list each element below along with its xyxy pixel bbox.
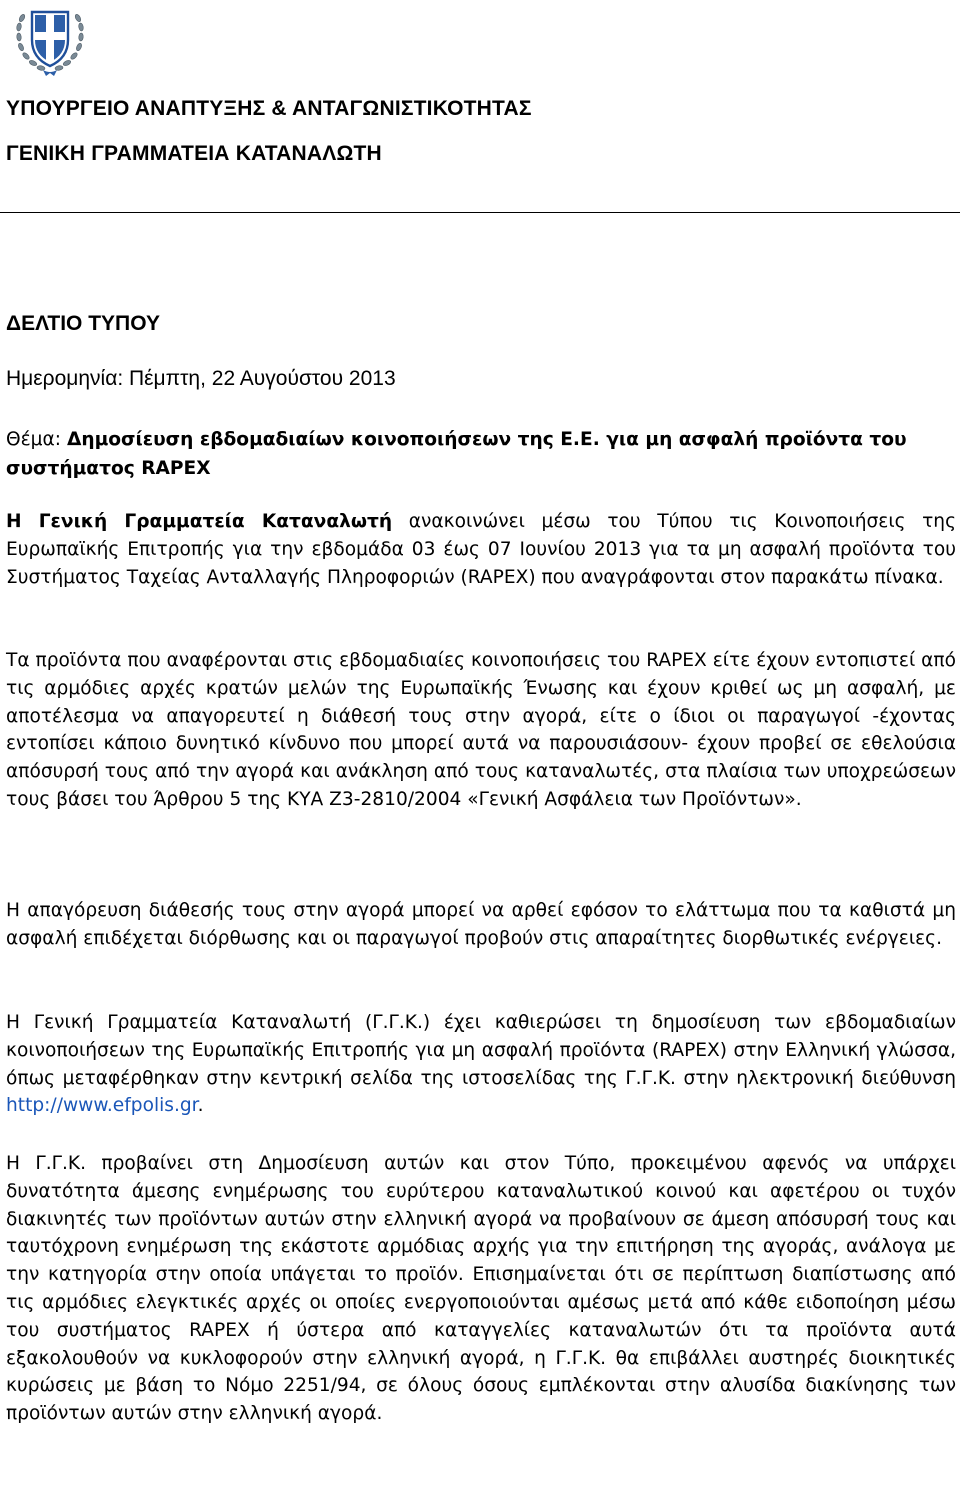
header-divider — [0, 212, 960, 213]
paragraph-publication-end: . — [197, 1095, 204, 1117]
subject-label: Θέμα: — [6, 429, 67, 450]
general-secretariat-name: ΓΕΝΙΚΗ ΓΡΑΜΜΑΤΕΙΑ ΚΑΤΑΝΑΛΩΤΗ — [6, 142, 382, 165]
paragraph-publication-text: Η Γενική Γραμματεία Καταναλωτή (Γ.Γ.Κ.) έχει καθιερώσει τη δημοσίευση των εβδομαδιαίων κοινοποιήσεων της Ευρωπαϊκής Επιτροπής για μη ασφαλή προϊόντα (RAPEX) στην Ελληνική γλώσσα, όπως μεταφέρθηκαν στην κεντρική σελίδα της ιστοσελίδας της Γ.Γ.Κ. στην ηλεκτρονική διεύθυνση — [6, 1012, 956, 1089]
paragraph-publication — [6, 1009, 956, 1120]
release-date: Ημερομηνία: Πέμπτη, 22 Αυγούστου 2013 — [6, 367, 396, 390]
paragraph-ban-lifting: Η απαγόρευση διάθεσής τους στην αγορά μπορεί να αρθεί εφόσον το ελάττωμα που τα καθιστά μη ασφαλή επιδέχεται διόρθωσης και οι παραγωγοί προβούν στις απαραίτητες διορθωτικές ενέργειες. — [6, 900, 956, 949]
efpolis-link[interactable]: http://www.efpolis.gr — [6, 1095, 198, 1117]
paragraph-products: Τα προϊόντα που αναφέρονται στις εβδομαδιαίες κοινοποιήσεις του RAPEX είτε έχουν εντοπιστεί από τις αρμόδιες αρχές κρατών μελών της Ευρωπαϊκής Ένωσης και έχουν κριθεί ως μη ασφαλή, με αποτέλεσμα να απαγορευτεί η διάθεσή τους στην αγορά, είτε ο ίδιοι οι παραγωγοί -έχοντας εντοπίσει κάποιο δυνητικό κίνδυνο που μπορεί αυτά να παρουσιάσουν- έχουν προβεί σε εθελούσια απόσυρσή τους από την αγορά και ανάκληση από τους καταναλωτές, στα πλαίσια των υποχρεώσεων τους βάσει του Άρθρου 5 της ΚΥΑ Ζ3-2810/2004 «Γενική Ασφάλεια των Προϊόντων». — [6, 650, 956, 810]
subject-title: Δημοσίευση εβδομαδιαίων κοινοποιήσεων της Ε.Ε. για μη ασφαλή προϊόντα του συστήματος RAPEX — [6, 429, 907, 479]
press-release-title: ΔΕΛΤΙΟ ΤΥΠΟΥ — [6, 312, 160, 335]
subject-line — [6, 425, 956, 483]
greek-coat-of-arms-icon — [10, 0, 90, 78]
ministry-name: ΥΠΟΥΡΓΕΙΟ ΑΝΑΠΤΥΞΗΣ & ΑΝΤΑΓΩΝΙΣΤΙΚΟΤΗΤΑΣ — [6, 97, 532, 120]
paragraph-announcement — [6, 508, 956, 591]
paragraph-enforcement: Η Γ.Γ.Κ. προβαίνει στη Δημοσίευση αυτών και στον Τύπο, προκειμένου αφενός να υπάρχει δυνατότητα άμεσης ενημέρωσης του ευρύτερου καταναλωτικού κοινού και αφετέρου οι τυχόν διακινητές των προϊόντων αυτών στην ελληνική αγορά να προβαίνουν σε άμεση απόσυρσή τους και ταυτόχρονη ενημέρωση της εκάστοτε αρμόδιας αρχής για την επιτήρηση της αγοράς, ανάλογα με την κατηγορία στην οποία υπάγεται το προϊόν. Επισημαίνεται ότι σε περίπτωση διαπίστωσης από τις αρμόδιες ελεγκτικές αρχές οι οποίες ενεργοποιούνται αμέσως μετά από κάθε ειδοποίηση μέσω του συστήματος RAPEX ή ύστερα από καταγγελίες καταναλωτών ότι τα προϊόντα αυτά εξακολουθούν να κυκλοφορούν στην ελληνική αγορά, η Γ.Γ.Κ. θα επιβάλλει αυστηρές διοικητικές κυρώσεις με βάση το Νόμο 2251/94, σε όλους όσους εμπλέκονται στην αλυσίδα διακίνησης των προϊόντων αυτών στην ελληνική αγορά. — [6, 1153, 956, 1425]
paragraph-announcement-bold: Η Γενική Γραμματεία Καταναλωτή — [6, 511, 393, 532]
paragraph-announcement-rest: ανακοινώνει μέσω του Τύπου τις Κοινοποιήσεις της Ευρωπαϊκής Επιτροπής για την εβδομάδα 03 έως 07 Ιουνίου 2013 για τα μη ασφαλή προϊόντα του Συστήματος Ταχείας Ανταλλαγής Πληροφοριών (RAPEX) που αναγράφονται στον παρακάτω πίνακα. — [6, 511, 956, 588]
